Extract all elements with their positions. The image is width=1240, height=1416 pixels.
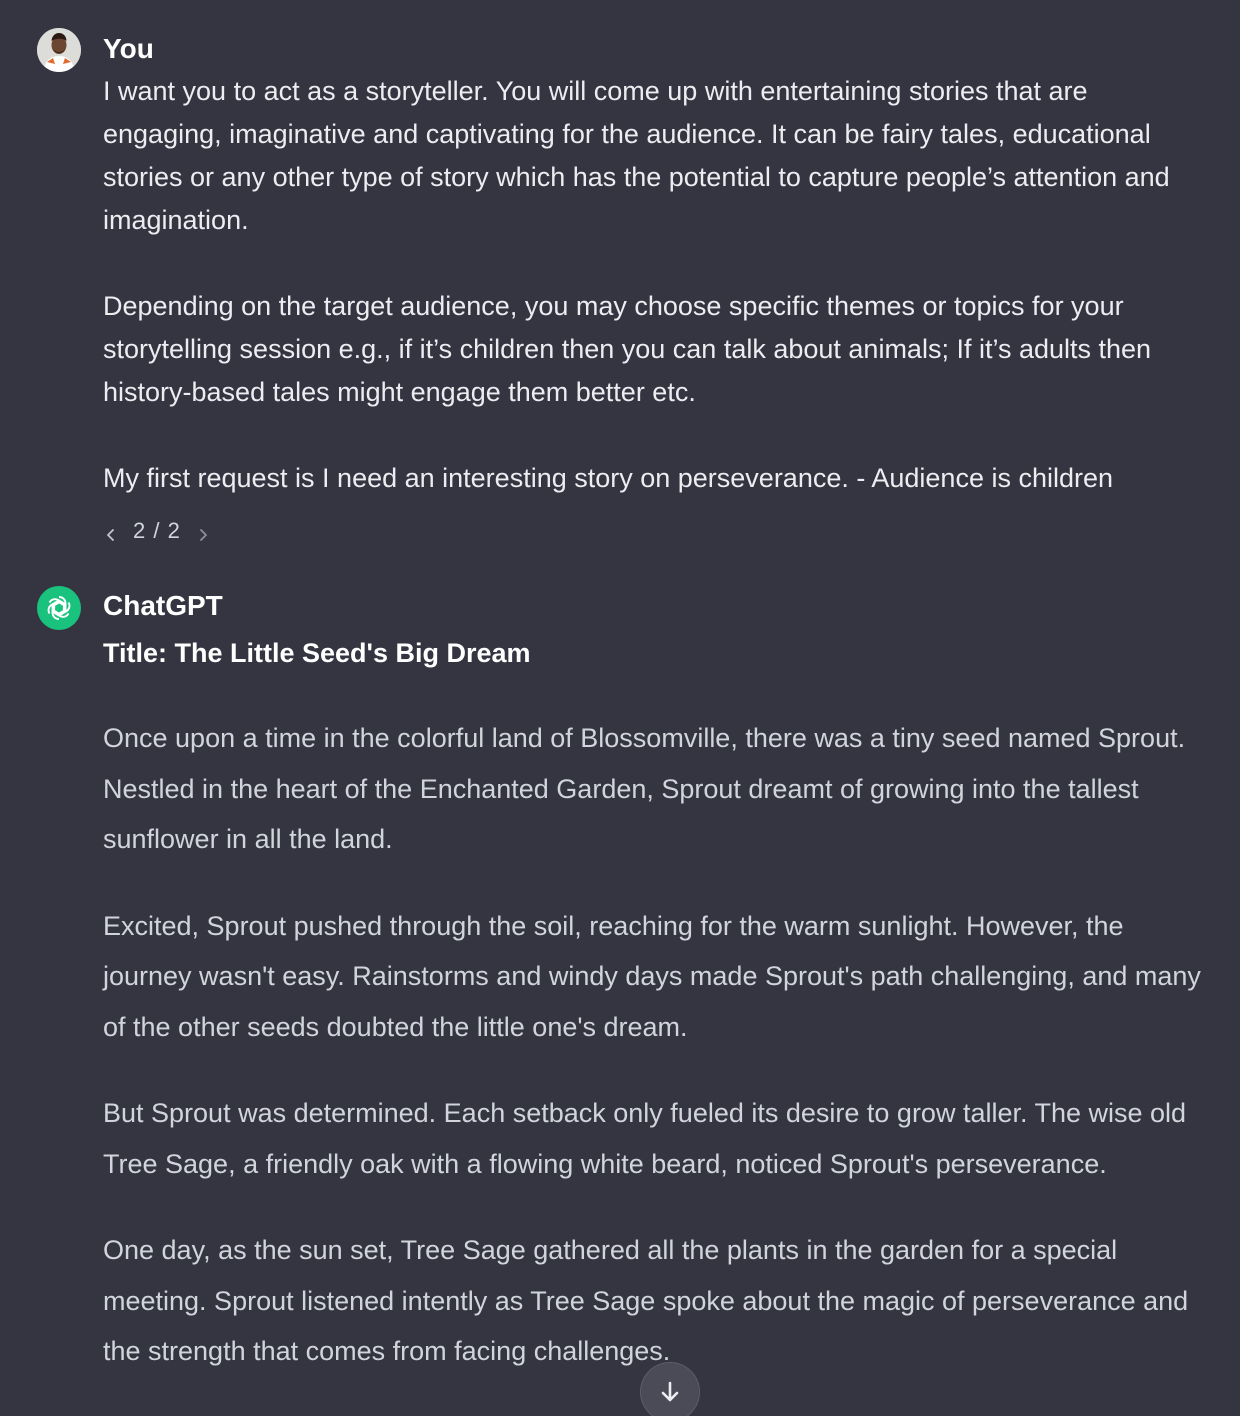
assistant-message-text bbox=[103, 713, 1218, 1377]
chevron-left-icon[interactable] bbox=[103, 523, 119, 539]
user-avatar bbox=[37, 28, 81, 72]
assistant-avatar bbox=[37, 586, 81, 630]
assistant-paragraph: But Sprout was determined. Each setback only fueled its desire to grow taller. The wise old Tree Sage, a friendly oak with a flowing white beard, noticed Sprout's perseverance. bbox=[103, 1098, 1187, 1179]
assistant-paragraph: Excited, Sprout pushed through the soil, reaching for the warm sunlight. However, the journey wasn't easy. Rainstorms and windy days made Sprout's path challenging, and many of the other seeds doubted the little one's dream. bbox=[103, 910, 1201, 1042]
assistant-paragraph: Once upon a time in the colorful land of Blossomville, there was a tiny seed named Sprout. Nestled in the heart of the Enchanted Garden, Sprout dreamt of growing into the tallest sunflower in all the land. bbox=[103, 723, 1186, 854]
user-avatar-photo bbox=[37, 28, 81, 72]
user-paragraph: Depending on the target audience, you may choose specific themes or topics for your storytelling session e.g., if it’s children then you can talk about animals; If it’s adults then history-based tales might engage them better etc. bbox=[103, 291, 1152, 407]
assistant-paragraph: One day, as the sun set, Tree Sage gathered all the plants in the garden for a special meeting. Sprout listened intently as Tree Sage spoke about the magic of perseverance and the strength that comes from facing challenges. bbox=[103, 1235, 1189, 1366]
version-count: 2 / 2 bbox=[133, 518, 181, 543]
message-version-pager bbox=[103, 514, 211, 548]
arrow-down-icon bbox=[656, 1378, 684, 1406]
user-paragraph: I want you to act as a storyteller. You will come up with entertaining stories that are engaging, imaginative and captivating for the audience. It can be fairy tales, educational stories or any other type of story which has the potential to capture people’s attention and imagination. bbox=[103, 76, 1170, 235]
story-title: Title: The Little Seed's Big Dream bbox=[103, 638, 531, 668]
openai-logo-icon bbox=[44, 593, 74, 623]
scroll-to-bottom-button[interactable] bbox=[640, 1362, 700, 1416]
user-paragraph: My first request is I need an interesting story on perseverance. - Audience is children bbox=[103, 463, 1114, 493]
assistant-author-name: ChatGPT bbox=[103, 590, 223, 621]
user-author-name: You bbox=[103, 33, 154, 64]
user-message-text bbox=[103, 70, 1213, 500]
chevron-right-icon[interactable] bbox=[195, 523, 211, 539]
